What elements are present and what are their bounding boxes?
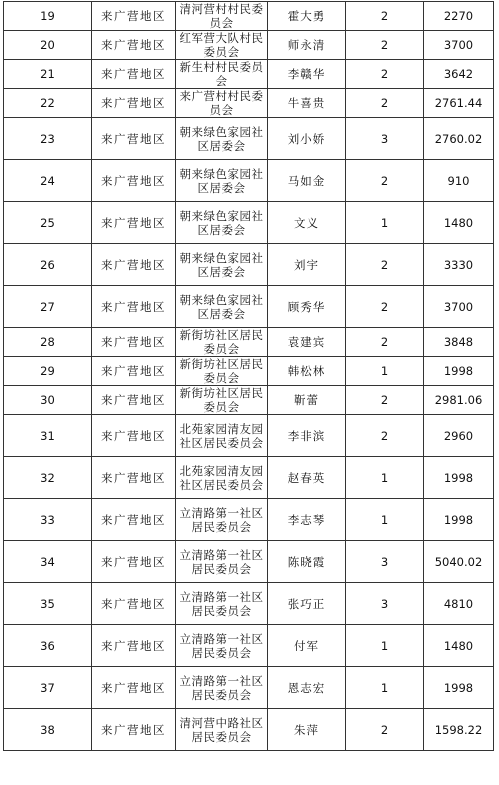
committee-cell: 立清路第一社区居民委员会: [176, 625, 268, 667]
count-cell: 1: [346, 202, 424, 244]
count-cell: 1: [346, 667, 424, 709]
row-number: 26: [4, 244, 92, 286]
assistance-table: [3, 1, 494, 751]
amount-cell: 1998: [424, 667, 494, 709]
committee-cell: 北苑家园清友园社区居民委员会: [176, 457, 268, 499]
district-cell: 来广营地区: [92, 328, 176, 357]
district-cell: 来广营地区: [92, 386, 176, 415]
committee-cell: 新街坊社区居民委员会: [176, 357, 268, 386]
committee-cell: 新生村村民委员会: [176, 60, 268, 89]
name-cell: 刘宇: [268, 244, 346, 286]
amount-cell: 1598.22: [424, 709, 494, 751]
name-cell: 文义: [268, 202, 346, 244]
row-number: 23: [4, 118, 92, 160]
district-cell: 来广营地区: [92, 118, 176, 160]
committee-cell: 朝来绿色家园社区居委会: [176, 244, 268, 286]
district-cell: 来广营地区: [92, 202, 176, 244]
name-cell: 靳蕾: [268, 386, 346, 415]
amount-cell: 1998: [424, 457, 494, 499]
amount-cell: 2960: [424, 415, 494, 457]
committee-cell: 朝来绿色家园社区居委会: [176, 202, 268, 244]
table-row: [4, 60, 494, 89]
row-number: 24: [4, 160, 92, 202]
committee-cell: 立清路第一社区居民委员会: [176, 583, 268, 625]
row-number: 32: [4, 457, 92, 499]
committee-cell: 朝来绿色家园社区居委会: [176, 118, 268, 160]
row-number: 22: [4, 89, 92, 118]
name-cell: 李非滨: [268, 415, 346, 457]
district-cell: 来广营地区: [92, 667, 176, 709]
committee-cell: 立清路第一社区居民委员会: [176, 499, 268, 541]
table-row: [4, 583, 494, 625]
name-cell: 李志琴: [268, 499, 346, 541]
count-cell: 2: [346, 386, 424, 415]
count-cell: 2: [346, 31, 424, 60]
row-number: 25: [4, 202, 92, 244]
row-number: 34: [4, 541, 92, 583]
table-row: [4, 328, 494, 357]
count-cell: 2: [346, 415, 424, 457]
row-number: 36: [4, 625, 92, 667]
name-cell: 赵春英: [268, 457, 346, 499]
committee-cell: 朝来绿色家园社区居委会: [176, 286, 268, 328]
count-cell: 2: [346, 60, 424, 89]
count-cell: 2: [346, 2, 424, 31]
district-cell: 来广营地区: [92, 415, 176, 457]
table-row: [4, 625, 494, 667]
name-cell: 李赣华: [268, 60, 346, 89]
name-cell: 陈晓霞: [268, 541, 346, 583]
count-cell: 2: [346, 89, 424, 118]
row-number: 35: [4, 583, 92, 625]
district-cell: 来广营地区: [92, 286, 176, 328]
row-number: 27: [4, 286, 92, 328]
table-row: [4, 160, 494, 202]
table-row: [4, 386, 494, 415]
amount-cell: 3642: [424, 60, 494, 89]
name-cell: 朱萍: [268, 709, 346, 751]
table-row: [4, 415, 494, 457]
committee-cell: 立清路第一社区居民委员会: [176, 667, 268, 709]
row-number: 19: [4, 2, 92, 31]
committee-cell: 来广营村村民委员会: [176, 89, 268, 118]
district-cell: 来广营地区: [92, 160, 176, 202]
amount-cell: 1998: [424, 357, 494, 386]
name-cell: 顾秀华: [268, 286, 346, 328]
district-cell: 来广营地区: [92, 244, 176, 286]
count-cell: 3: [346, 583, 424, 625]
name-cell: 张巧正: [268, 583, 346, 625]
name-cell: 牛喜贵: [268, 89, 346, 118]
table-row: [4, 244, 494, 286]
committee-cell: 红军营大队村民委员会: [176, 31, 268, 60]
row-number: 28: [4, 328, 92, 357]
count-cell: 1: [346, 625, 424, 667]
row-number: 31: [4, 415, 92, 457]
amount-cell: 3848: [424, 328, 494, 357]
name-cell: 刘小娇: [268, 118, 346, 160]
count-cell: 3: [346, 541, 424, 583]
committee-cell: 新街坊社区居民委员会: [176, 386, 268, 415]
count-cell: 2: [346, 286, 424, 328]
table-row: [4, 2, 494, 31]
committee-cell: 朝来绿色家园社区居委会: [176, 160, 268, 202]
row-number: 29: [4, 357, 92, 386]
table-row: [4, 202, 494, 244]
table-row: [4, 667, 494, 709]
name-cell: 恩志宏: [268, 667, 346, 709]
district-cell: 来广营地区: [92, 541, 176, 583]
amount-cell: 5040.02: [424, 541, 494, 583]
name-cell: 霍大勇: [268, 2, 346, 31]
name-cell: 袁建宾: [268, 328, 346, 357]
committee-cell: 北苑家园清友园社区居民委员会: [176, 415, 268, 457]
committee-cell: 清河营中路社区居民委员会: [176, 709, 268, 751]
district-cell: 来广营地区: [92, 457, 176, 499]
district-cell: 来广营地区: [92, 60, 176, 89]
name-cell: 付军: [268, 625, 346, 667]
amount-cell: 3700: [424, 286, 494, 328]
amount-cell: 1998: [424, 499, 494, 541]
count-cell: 2: [346, 709, 424, 751]
count-cell: 1: [346, 457, 424, 499]
district-cell: 来广营地区: [92, 499, 176, 541]
amount-cell: 1480: [424, 202, 494, 244]
amount-cell: 2760.02: [424, 118, 494, 160]
count-cell: 1: [346, 357, 424, 386]
name-cell: 师永清: [268, 31, 346, 60]
amount-cell: 1480: [424, 625, 494, 667]
row-number: 38: [4, 709, 92, 751]
amount-cell: 2270: [424, 2, 494, 31]
district-cell: 来广营地区: [92, 709, 176, 751]
table-row: [4, 499, 494, 541]
district-cell: 来广营地区: [92, 31, 176, 60]
table-row: [4, 31, 494, 60]
name-cell: 马如金: [268, 160, 346, 202]
row-number: 37: [4, 667, 92, 709]
name-cell: 韩松林: [268, 357, 346, 386]
district-cell: 来广营地区: [92, 89, 176, 118]
amount-cell: 3330: [424, 244, 494, 286]
table-row: [4, 357, 494, 386]
table-row: [4, 541, 494, 583]
row-number: 30: [4, 386, 92, 415]
count-cell: 2: [346, 244, 424, 286]
amount-cell: 4810: [424, 583, 494, 625]
table-row: [4, 118, 494, 160]
amount-cell: 910: [424, 160, 494, 202]
table-body: [4, 2, 494, 751]
district-cell: 来广营地区: [92, 583, 176, 625]
amount-cell: 3700: [424, 31, 494, 60]
amount-cell: 2761.44: [424, 89, 494, 118]
table-row: [4, 286, 494, 328]
district-cell: 来广营地区: [92, 357, 176, 386]
table-row: [4, 709, 494, 751]
amount-cell: 2981.06: [424, 386, 494, 415]
table-row: [4, 457, 494, 499]
count-cell: 3: [346, 118, 424, 160]
table-row: [4, 89, 494, 118]
count-cell: 2: [346, 160, 424, 202]
count-cell: 1: [346, 499, 424, 541]
row-number: 21: [4, 60, 92, 89]
committee-cell: 立清路第一社区居民委员会: [176, 541, 268, 583]
committee-cell: 新街坊社区居民委员会: [176, 328, 268, 357]
row-number: 20: [4, 31, 92, 60]
count-cell: 2: [346, 328, 424, 357]
committee-cell: 清河营村村民委员会: [176, 2, 268, 31]
row-number: 33: [4, 499, 92, 541]
district-cell: 来广营地区: [92, 625, 176, 667]
district-cell: 来广营地区: [92, 2, 176, 31]
